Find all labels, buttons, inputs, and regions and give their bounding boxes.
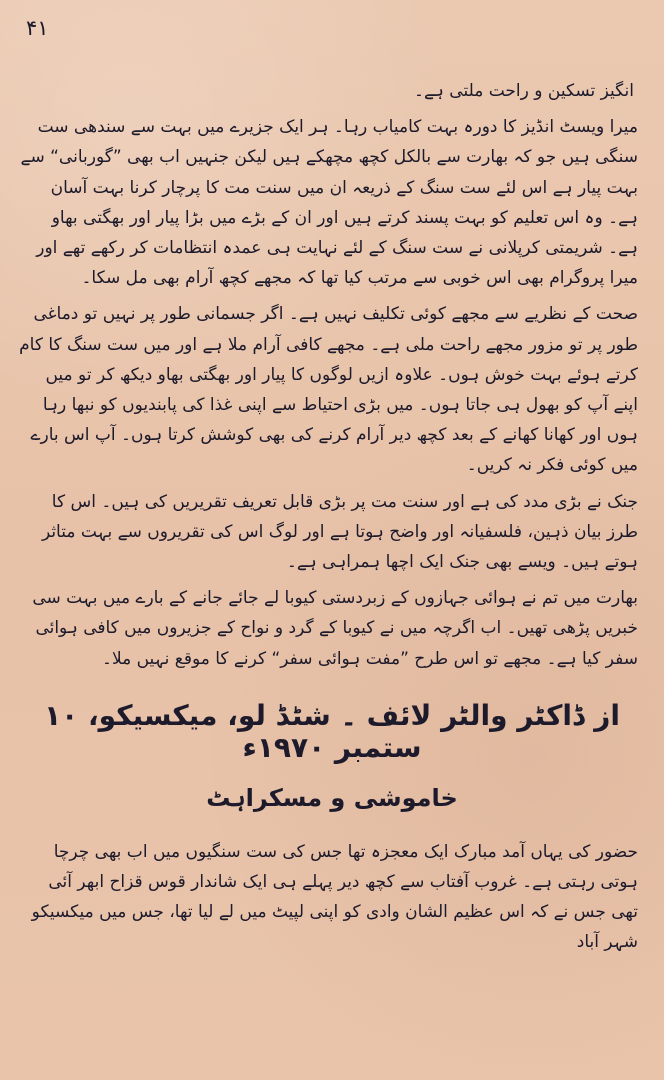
letter-source-heading: از ڈاکٹر والٹر لائف ۔ شٹڈ لو، میکسیکو، ۱۰ ستمبر ۱۹۷۰ء [44, 698, 620, 765]
paragraph: صحت کے نظریے سے مجھے کوئی تکلیف نہیں ہے۔ اگر جسمانی طور پر نہیں تو دماغی طور پر تو مزور مجھے راحت ملی ہے۔ مجھے کافی آرام ملا ہے اور میں ست سنگ کا کام کرتے ہوئے بہت خوش ہوں۔ علاوہ ازیں لوگوں کا پیار اور بھگتی بھاو دیکھ کر تو میں اپنے آپ کو بھول ہی جاتا ہوں۔ میں بڑی احتیاط سے اپنی غذا کی پابندیوں کو نبھا رہا ہوں اور کھانا کھانے کے بعد کچھ دیر آرام کرنے کی بھی کوشش کرتا ہوں۔ آپ اس بارے میں کوئی فکر نہ کریں۔ [19, 304, 638, 476]
section-title: خاموشی و مسکراہٹ [206, 784, 458, 813]
paragraph: انگیز تسکین و راحت ملتی ہے۔ [414, 81, 634, 101]
paragraph: جنک نے بڑی مدد کی ہے اور سنت مت پر بڑی قابل تعریف تقریریں کی ہیں۔ اس کا طرز بیان ذہین، فلسفیانہ اور واضح ہوتا ہے اور لوگ اس کی تقریروں سے بہت متاثر ہوتے ہیں۔ ویسے بھی جنک ایک اچھا ہمراہی ہے۔ [41, 491, 638, 573]
page-number: ۴۱ [26, 16, 49, 40]
document-body [18, 76, 646, 958]
paragraph: بھارت میں تم نے ہوائی جہازوں کے زبردستی کیوبا لے جائے جانے کے بارے میں بہت سی خبریں پڑھی تھیں۔ اب اگرچہ میں نے کیوبا کے گرد و نواح کے جزیروں میں کافی ہوائی سفر کیا ہے۔ مجھے تو اس طرح ”مفت ہوائی سفر“ کرنے کا موقع نہیں ملا۔ [32, 588, 638, 669]
final-paragraph: حضور کی یہاں آمد مبارک ایک معجزہ تھا جس کی ست سنگیوں میں اب بھی چرچا ہوتی رہتی ہے۔ غروب آفتاب سے کچھ دیر پہلے ہی ایک شاندار قوس قزاح ابھر آئی تھی جس نے کہ اس عظیم الشان وادی کو اپنی لپیٹ میں لے لیا تھا، جس میں میکسیکو شہر آباد [31, 841, 638, 953]
paragraph: میرا ویسٹ انڈیز کا دورہ بہت کامیاب رہا۔ ہر ایک جزیرے میں بہت سے سندھی ست سنگی ہیں جو کہ بھارت سے بالکل کچھ مچھکے ہیں لیکن جنہیں اب بھی ”گوربانی“ سے بہت پیار ہے اس لئے ست سنگ کے ذریعہ ان میں سنت مت کا پرچار کرنا بہت آسان ہے۔ وہ اس تعلیم کو بہت پسند کرتے ہیں اور ان کے بڑے میں بڑا پیار اور بھگتی بھاو ہے۔ شریمتی کرپلانی نے ست سنگ کے لئے نہایت ہی عمدہ انتظامات کر رکھے تھے اور میرا پروگرام بھی اس خوبی سے مرتب کیا تھا کہ مجھے کچھ آرام بھی مل سکا۔ [20, 117, 638, 289]
